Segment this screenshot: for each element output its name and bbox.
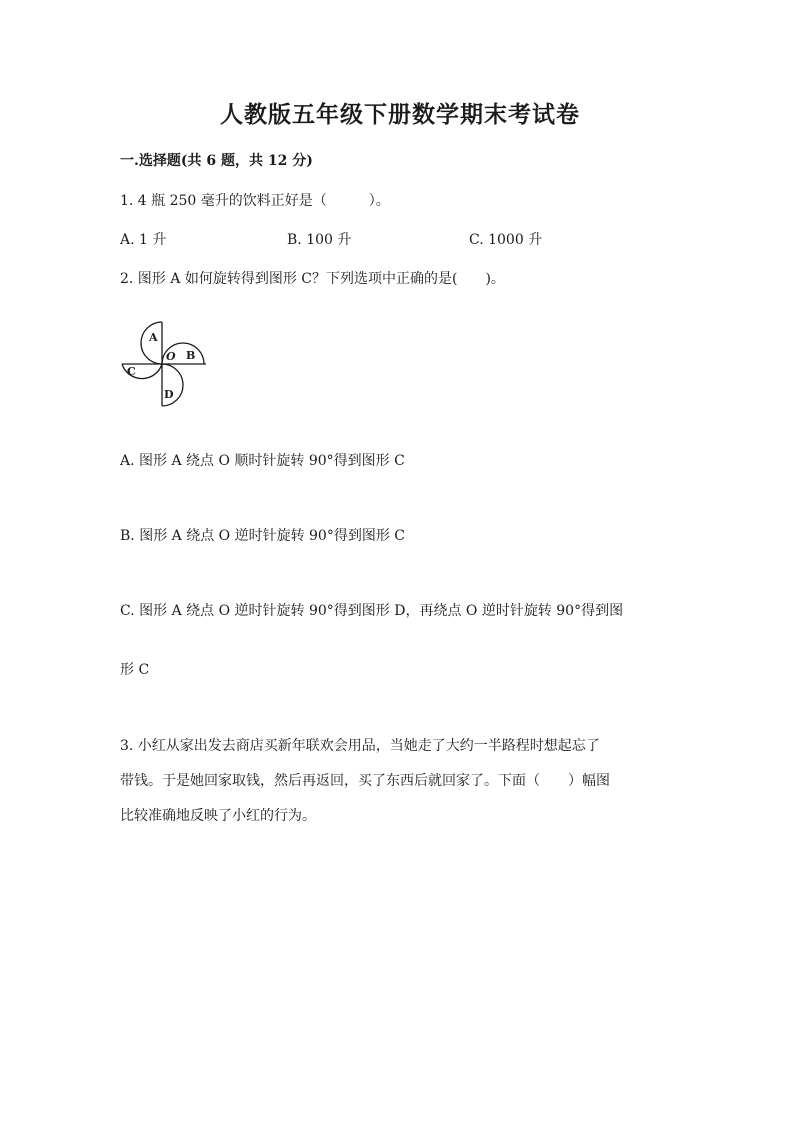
page-title: 人教版五年级下册数学期末考试卷 bbox=[220, 101, 580, 128]
question-2-option-c-line-2: 形 C bbox=[120, 662, 150, 678]
rotation-figure bbox=[118, 318, 210, 410]
question-3-line-2: 带钱。于是她回家取钱，然后再返回，买了东西后就回家了。下面（ ）幅图 bbox=[120, 773, 610, 789]
question-2-stem: 2. 图形 A 如何旋转得到图形 C？下列选项中正确的是( )。 bbox=[120, 271, 505, 287]
label-d: D bbox=[164, 388, 174, 401]
question-1-option-c: C. 1000 升 bbox=[469, 232, 543, 248]
question-2-option-c-line-1: C. 图形 A 绕点 O 逆时针旋转 90°得到图形 D，再绕点 O 逆时针旋转 90°得到图 bbox=[120, 603, 624, 619]
question-1-option-b: B. 100 升 bbox=[287, 232, 352, 248]
question-1-stem: 1. 4 瓶 250 毫升的饮料正好是（ ）。 bbox=[120, 193, 390, 209]
question-2-option-b: B. 图形 A 绕点 O 逆时针旋转 90°得到图形 C bbox=[120, 528, 406, 544]
label-c: C bbox=[127, 365, 136, 378]
question-1-option-a: A. 1 升 bbox=[120, 232, 167, 248]
section-heading-choice: 一.选择题(共 6 题，共 12 分) bbox=[120, 153, 313, 169]
label-o: O bbox=[166, 350, 176, 363]
label-a: A bbox=[149, 331, 158, 344]
label-b: B bbox=[186, 349, 196, 362]
question-3-line-1: 3. 小红从家出发去商店买新年联欢会用品，当她走了大约一半路程时想起忘了 bbox=[120, 738, 600, 754]
rotation-figure-svg bbox=[118, 318, 210, 410]
question-3-line-3: 比较准确地反映了小红的行为。 bbox=[120, 808, 316, 824]
question-2-option-a: A. 图形 A 绕点 O 顺时针旋转 90°得到图形 C bbox=[120, 453, 405, 469]
